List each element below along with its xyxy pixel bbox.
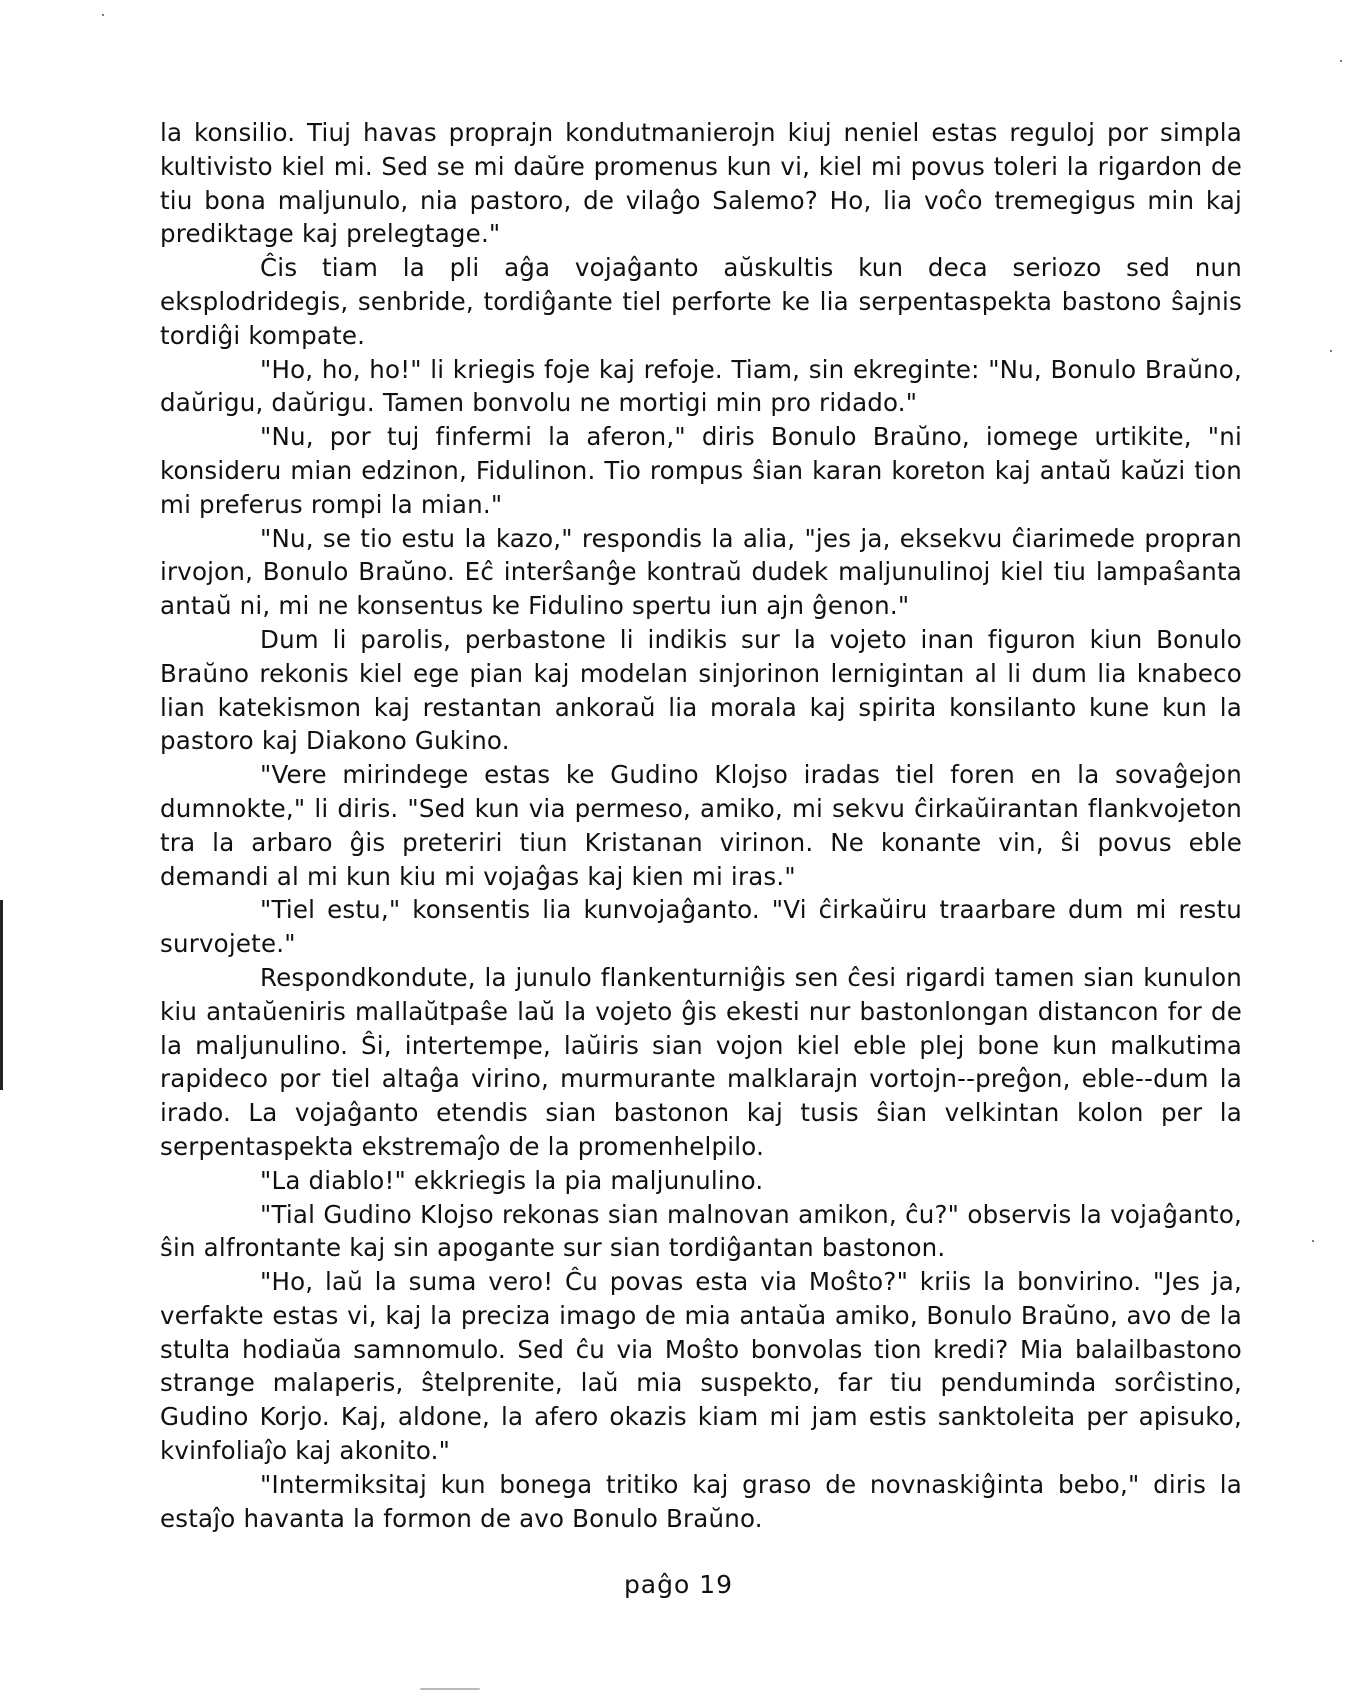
paragraph: "Intermiksitaj kun bonega tritiko kaj graso de novnaskiĝinta bebo," diris la estaĵo havanta la formon de avo Bonulo Braŭno. xyxy=(160,1469,1242,1533)
paragraph: Ĉis tiam la pli aĝa vojaĝanto aŭskultis kun deca seriozo sed nun eksplodridegis, senbride, tordiĝante tiel perforte ke lia serpentaspekta bastono ŝajnis tordiĝi kompate. xyxy=(160,253,1242,350)
scan-speck xyxy=(420,1688,480,1690)
paragraph: "Tiel estu," konsentis lia kunvojaĝanto. "Vi ĉirkaŭiru traarbare dum mi restu survojete." xyxy=(160,895,1242,959)
paragraph: "Ho, ho, ho!" li kriegis foje kaj refoje. Tiam, sin ekreginte: "Nu, Bonulo Braŭno, daŭrigu, daŭrigu. Tamen bonvolu ne mortigi min pro ridado." xyxy=(160,354,1242,418)
scan-speck xyxy=(1340,60,1342,62)
scan-speck xyxy=(102,14,104,16)
scan-edge-shadow xyxy=(0,900,3,1090)
paragraph: la konsilio. Tiuj havas proprajn kondutmanierojn kiuj neniel estas reguloj por simpla kultivisto kiel mi. Sed se mi daŭre promenus kun vi, kiel mi povus toleri la rigardon de tiu bona maljunulo, nia pastoro, de vilaĝo Salemo? Ho, lia voĉo tremegigus min kaj prediktage kaj prelegtage." xyxy=(160,118,1242,249)
paragraph: Dum li parolis, perbastone li indikis sur la vojeto inan figuron kiun Bonulo Braŭno rekonis kiel ege pian kaj modelan sinjorinon lernigintan al li dum lia knabeco lian katekismon kaj restantan ankoraŭ lia morala kaj spirita konsilanto kune kun la pastoro kaj Diakono Gukino. xyxy=(160,624,1242,756)
paragraph: "La diablo!" ekkriegis la pia maljunulino. xyxy=(260,1165,764,1195)
paragraph: "Tial Gudino Klojso rekonas sian malnovan amikon, ĉu?" observis la vojaĝanto, ŝin alfrontante kaj sin apogante sur sian tordiĝantan bastonon. xyxy=(160,1199,1242,1263)
paragraph: "Nu, por tuj finfermi la aferon," diris Bonulo Braŭno, iomege urtikite, "ni konsideru mian edzinon, Fidulinon. Tio rompus ŝian karan koreton kaj antaŭ kaŭzi tion mi preferus rompi la mian." xyxy=(160,422,1242,519)
paragraph: "Vere mirindege estas ke Gudino Klojso iradas tiel foren en la sovaĝejon dumnokte," li diris. "Sed kun via permeso, amiko, mi sekvu ĉirkaŭirantan flankvojeton tra la arbaro ĝis preteriri tiun Kristanan virinon. Ne konante vin, ŝi povus eble demandi al mi kun kiu mi vojaĝas kaj kien mi iras." xyxy=(160,760,1242,891)
scan-speck xyxy=(1312,1240,1314,1242)
page-number: paĝo 19 xyxy=(623,1570,734,1599)
paragraph: Respondkondute, la junulo flankenturniĝis sen ĉesi rigardi tamen sian kunulon kiu antaŭeniris mallaŭtpaŝe laŭ la vojeto ĝis ekesti nur bastonlongan distancon for de la maljunulino. Ŝi, intertempe, laŭiris sian vojon kiel eble plej bone kun malkutima rapideco por tiel altaĝa virino, murmurante malklarajn vortojn--preĝon, eble--dum la irado. La vojaĝanto etendis sian bastonon kaj tusis ŝian velkintan kolon per la serpentaspekta ekstremaĵo de la promenhelpilo. xyxy=(160,962,1242,1161)
body-text xyxy=(160,116,1242,1535)
paragraph: "Nu, se tio estu la kazo," respondis la alia, "jes ja, eksekvu ĉiarimede propran irvojon, Bonulo Braŭno. Eĉ interŝanĝe kontraŭ dudek maljunulinoj kiel tiu lampaŝanta antaŭ ni, mi ne konsentus ke Fidulino spertu iun ajn ĝenon." xyxy=(160,523,1242,621)
scan-speck xyxy=(1330,350,1332,352)
paragraph: "Ho, laŭ la suma vero! Ĉu povas esta via Moŝto?" kriis la bonvirino. "Jes ja, verfakte estas vi, kaj la preciza imago de mia antaŭa amiko, Bonulo Braŭno, avo de la stulta hodiaŭa samnomulo. Sed ĉu via Moŝto bonvolas tion kredi? Mia balailbastono strange malaperis, ŝtelprenite, laŭ mia suspekto, far tiu penduminda sorĉistino, Gudino Korjo. Kaj, aldone, la afero okazis kiam mi jam estis sanktoleita per apisuko, kvinfoliaĵo kaj akonito." xyxy=(160,1267,1242,1466)
